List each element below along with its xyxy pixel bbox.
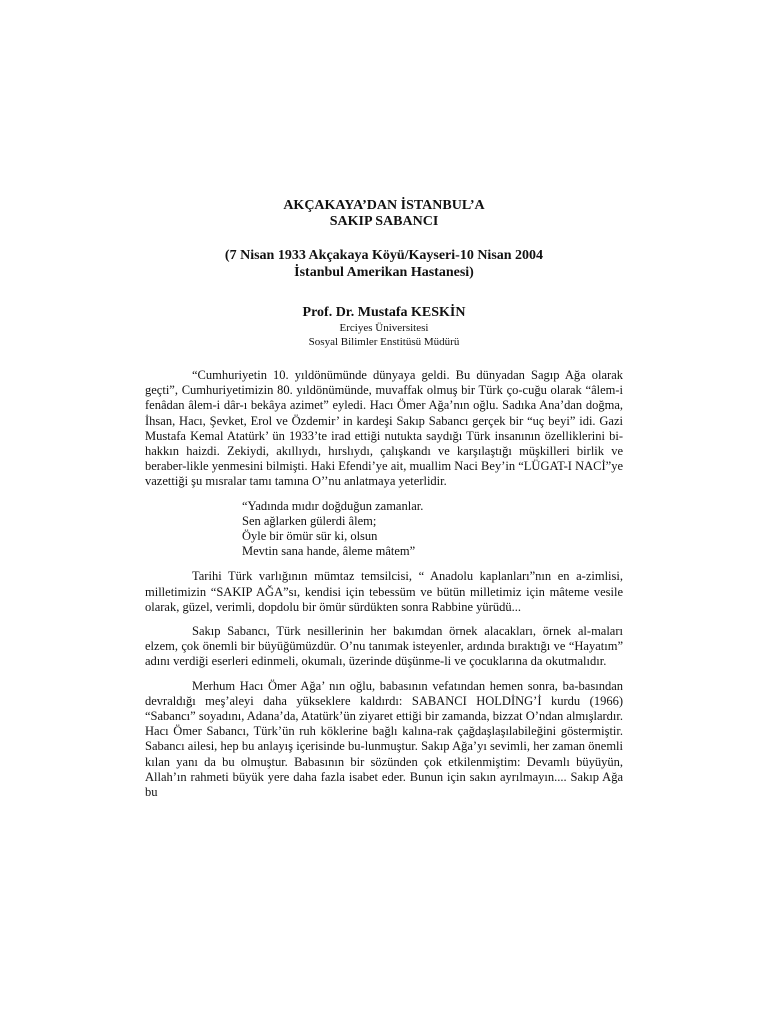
author-institute: Sosyal Bilimler Enstitüsü Müdürü bbox=[308, 336, 460, 348]
poem-line-3: Öyle bir ömür sür ki, olsun bbox=[242, 529, 378, 544]
article-body bbox=[145, 368, 623, 809]
article-subtitle bbox=[0, 247, 768, 281]
poem-line-4: Mevtin sana hande, âleme mâtem” bbox=[242, 544, 416, 559]
paragraph-3: Sakıp Sabancı, Türk nesillerinin her bakımdan örnek alacakları, örnek al-maları elzem, çok önemli bir büyüğümüzdür. O’nu tanımak isteyenler, ardında bıraktığı ve “Hayatım” adını verdiği eserleri edinmeli, okumalı, üzerinde düşünme-li ve çocuklarına da okutmalıdır. bbox=[145, 624, 623, 669]
subtitle-line-1: (7 Nisan 1933 Akçakaya Köyü/Kayseri-10 Nisan 2004 bbox=[224, 248, 544, 263]
author-name: Prof. Dr. Mustafa KESKİN bbox=[302, 305, 466, 320]
author-university: Erciyes Üniversitesi bbox=[339, 322, 429, 334]
author-block bbox=[0, 304, 768, 349]
paragraph-2: Tarihi Türk varlığının mümtaz temsilcisi, “ Anadolu kaplanları”nın en a-zimlisi, milletimizin “SAKIP AĞA”sı, kendisi için tebessüm ve bütün milletimiz için mâteme vesile olarak, güzel, verimli, dopdolu bir ömür sürdükten sonra Rabbine yürüdü... bbox=[145, 569, 623, 614]
poem-line-2: Sen ağlarken gülerdi âlem; bbox=[242, 513, 377, 528]
article-title bbox=[0, 198, 768, 230]
title-line-1: AKÇAKAYA’DAN İSTANBUL’A bbox=[283, 198, 485, 213]
poem-line-1: “Yadında mıdır doğduğun zamanlar. bbox=[242, 498, 424, 513]
paragraph-1: “Cumhuriyetin 10. yıldönümünde dünyaya geldi. Bu dünyadan Sagıp Ağa olarak geçti”, Cumhuriyetimizin 80. yıldönümünde, muvaffak olmuş bir Türk ço-cuğu olarak “âlem-i fenâdan âlem-i dâr-ı bekâya azimet” eyledi. Hacı Ömer Ağa’nın oğlu. Sadıka Ana’dan doğma, İhsan, Hacı, Şevket, Erol ve Özdemir’ in kardeşi Sakıp Sabancı gerçek bir “uç beyi” idi. Gazi Mustafa Kemal Atatürk’ ün 1933’te irad ettiği nutukta saydığı Türk insanının özelliklerini bi-hakkın haizdi. Zekiydi, akıllıydı, hırslıydı, çalışkandı ve karşılaştığı müşkilleri birlik ve beraber-likle yenmesini bilmişti. Haki Efendi’ye ait, muallim Naci Bey’in “LÜGAT-I NACİ”ye vazettiği şu mısralar tamı tamına O’’nu anlatmaya yeterlidir. bbox=[145, 368, 623, 489]
poem-quote bbox=[242, 499, 623, 560]
paragraph-4: Merhum Hacı Ömer Ağa’ nın oğlu, babasının vefatından hemen sonra, ba-basından devraldığı meş’aleyi daha yükseklere kaldırdı: SABANCI HOLDİNG’İ kurdu (1966) “Sabancı” soyadını, Adana’da, Atatürk’ün ziyaret ettiği bir zamanda, bizzat O’ndan almışlardır. Hacı Ömer Sabancı, Türk’ün ruh köklerine bağlı kalına-rak çağdaşlaşılabileğini göstermiştir. Sabancı ailesi, hep bu anlayış içerisinde bu-lunmuştur. Sakıp Ağa’yı sevimli, her zaman önemli kılan yanı da bu olmuştur. Babasının bir sözünden çok etkilenmiştim: Devamlı büyüyün, Allah’ın rahmeti büyük yere daha fazla isabet eder. Bunun için sakın ayrılmayın.... Sakıp Ağa bu bbox=[145, 678, 623, 800]
subtitle-line-2: İstanbul Amerikan Hastanesi) bbox=[294, 265, 474, 280]
title-line-2: SAKIP SABANCI bbox=[329, 214, 439, 229]
